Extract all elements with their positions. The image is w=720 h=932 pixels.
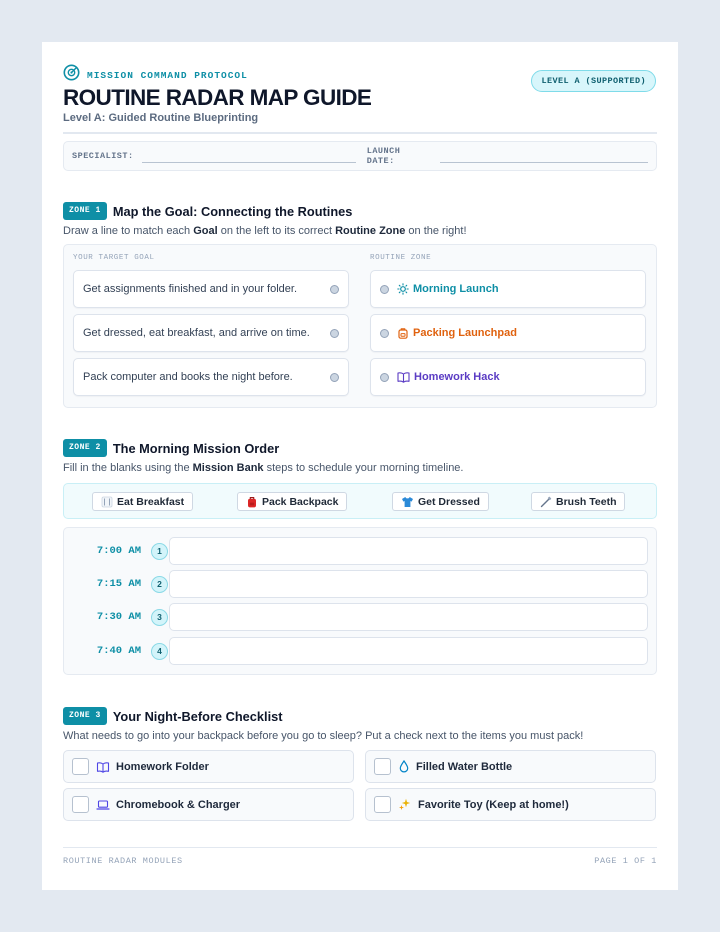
timeline-row (64, 570, 656, 598)
zone-1-desc-goal: Goal (193, 225, 218, 237)
header-top (63, 65, 657, 85)
timeline-step-number: 4 (151, 643, 168, 660)
matching-area (63, 244, 657, 408)
goal-text: Get dressed, eat breakfast, and arrive on time. (83, 327, 310, 339)
zone-connect-dot[interactable] (380, 285, 389, 294)
timeline-step-number: 3 (151, 609, 168, 626)
checklist-item[interactable] (365, 750, 656, 783)
timeline-time: 7:30 AM (96, 611, 141, 623)
chip-label: Pack Backpack (262, 495, 339, 508)
zone-1-section (63, 202, 657, 408)
timeline-time: 7:00 AM (96, 545, 141, 557)
zone-2-section (63, 439, 657, 675)
mission-bank-chip[interactable] (531, 492, 625, 511)
footer-module-label: ROUTINE RADAR MODULES (63, 856, 183, 866)
timeline-step-number: 2 (151, 576, 168, 593)
checklist-item[interactable] (63, 750, 354, 783)
chip-label: Eat Breakfast (117, 495, 185, 508)
book-icon (397, 371, 410, 383)
zone-2-desc-bank: Mission Bank (192, 462, 264, 474)
checkbox[interactable] (374, 796, 391, 813)
goal-card[interactable] (73, 270, 349, 308)
routine-zone-label: Morning Launch (413, 283, 499, 295)
zone-2-desc-text: Fill in the blanks using the (63, 462, 193, 474)
goal-text: Get assignments finished and in your folder. (83, 283, 298, 295)
goal-connect-dot[interactable] (330, 285, 339, 294)
routine-zone-card[interactable] (370, 358, 646, 396)
timeline-row (64, 537, 656, 565)
routine-zone-card[interactable] (370, 314, 646, 352)
toothbrush-icon (540, 496, 552, 508)
page-title: ROUTINE RADAR MAP GUIDE (63, 85, 372, 110)
zone-connect-dot[interactable] (380, 373, 389, 382)
timeline-row (64, 637, 656, 665)
book-icon (96, 761, 110, 773)
info-bar (63, 141, 657, 171)
routine-zone-label: Packing Launchpad (413, 327, 517, 339)
checklist-label: Favorite Toy (Keep at home!) (418, 798, 569, 811)
goal-text: Pack computer and books the night before. (83, 371, 293, 383)
zone-2-title: The Morning Mission Order (112, 440, 280, 456)
zone-2-desc-text: steps to schedule your morning timeline. (263, 462, 464, 474)
timeline-answer-field[interactable] (169, 570, 648, 598)
zone-1-desc-text: on the left to its correct (217, 225, 336, 237)
mission-bank-chip[interactable] (92, 492, 193, 511)
chip-label: Get Dressed (418, 495, 480, 508)
goal-column-label: YOUR TARGET GOAL (73, 254, 155, 262)
checklist-item[interactable] (63, 788, 354, 821)
zone-3-badge: ZONE 3 (63, 707, 107, 725)
mission-bank (63, 483, 657, 519)
brand-label: MISSION COMMAND PROTOCOL (87, 69, 248, 81)
zone-3-instructions: What needs to go into your backpack before you go to sleep? Put a check next to the items you must pack! (63, 730, 584, 742)
zone-2-badge: ZONE 2 (63, 439, 107, 457)
backpack-icon (246, 496, 258, 508)
zone-column-label: ROUTINE ZONE (370, 254, 432, 262)
timeline-answer-field[interactable] (169, 537, 648, 565)
zone-1-desc-text: on the right! (405, 225, 467, 237)
water-drop-icon (398, 760, 410, 773)
footer (63, 856, 657, 866)
zone-1-badge: ZONE 1 (63, 202, 107, 220)
goal-card[interactable] (73, 314, 349, 352)
plate-icon (101, 496, 113, 508)
page-subtitle: Level A: Guided Routine Blueprinting (63, 112, 259, 124)
goal-card[interactable] (73, 358, 349, 396)
morning-timeline (63, 527, 657, 675)
radar-icon (63, 64, 80, 86)
header-divider (63, 132, 657, 134)
zone-1-desc-text: Draw a line to match each (63, 225, 194, 237)
timeline-row (64, 603, 656, 631)
footer-divider (63, 847, 657, 848)
specialist-label: SPECIALIST: (72, 151, 134, 161)
zone-2-instructions (63, 462, 657, 474)
mission-bank-chip[interactable] (392, 492, 489, 511)
launch-date-field[interactable] (440, 162, 648, 163)
checklist-label: Chromebook & Charger (116, 798, 241, 811)
routine-zone-label: Homework Hack (414, 371, 500, 383)
timeline-time: 7:15 AM (96, 578, 141, 590)
worksheet-page (42, 42, 678, 890)
chip-label: Brush Teeth (556, 495, 617, 508)
routine-zone-card[interactable] (370, 270, 646, 308)
zone-2-header (63, 439, 657, 457)
night-checklist (63, 750, 657, 824)
specialist-field[interactable] (142, 162, 356, 163)
footer-page-number: PAGE 1 OF 1 (594, 856, 657, 866)
checklist-label: Filled Water Bottle (416, 760, 513, 773)
checklist-label: Homework Folder (116, 760, 209, 773)
zone-3-header (63, 707, 657, 725)
shirt-icon (401, 496, 414, 508)
goal-connect-dot[interactable] (330, 329, 339, 338)
zone-connect-dot[interactable] (380, 329, 389, 338)
checkbox[interactable] (72, 758, 89, 775)
backpack-icon (397, 327, 409, 339)
laptop-icon (96, 799, 110, 811)
zone-3-title: Your Night-Before Checklist (112, 708, 283, 724)
timeline-answer-field[interactable] (169, 637, 648, 665)
checkbox[interactable] (374, 758, 391, 775)
launch-date-label: LAUNCH DATE: (366, 146, 401, 166)
zone-1-desc-zone: Routine Zone (335, 225, 406, 237)
level-badge: LEVEL A (SUPPORTED) (531, 70, 656, 92)
goal-connect-dot[interactable] (330, 373, 339, 382)
mission-bank-chip[interactable] (237, 492, 347, 511)
zone-1-title: Map the Goal: Connecting the Routines (112, 203, 353, 219)
timeline-answer-field[interactable] (169, 603, 648, 631)
brand (63, 64, 248, 86)
timeline-time: 7:40 AM (96, 645, 141, 657)
sun-icon (397, 283, 409, 295)
checkbox[interactable] (72, 796, 89, 813)
timeline-step-number: 1 (151, 543, 168, 560)
zone-3-section (63, 707, 657, 824)
sparkles-icon (398, 798, 412, 811)
zone-1-header (63, 202, 657, 220)
zone-1-instructions (63, 225, 657, 237)
checklist-item[interactable] (365, 788, 656, 821)
